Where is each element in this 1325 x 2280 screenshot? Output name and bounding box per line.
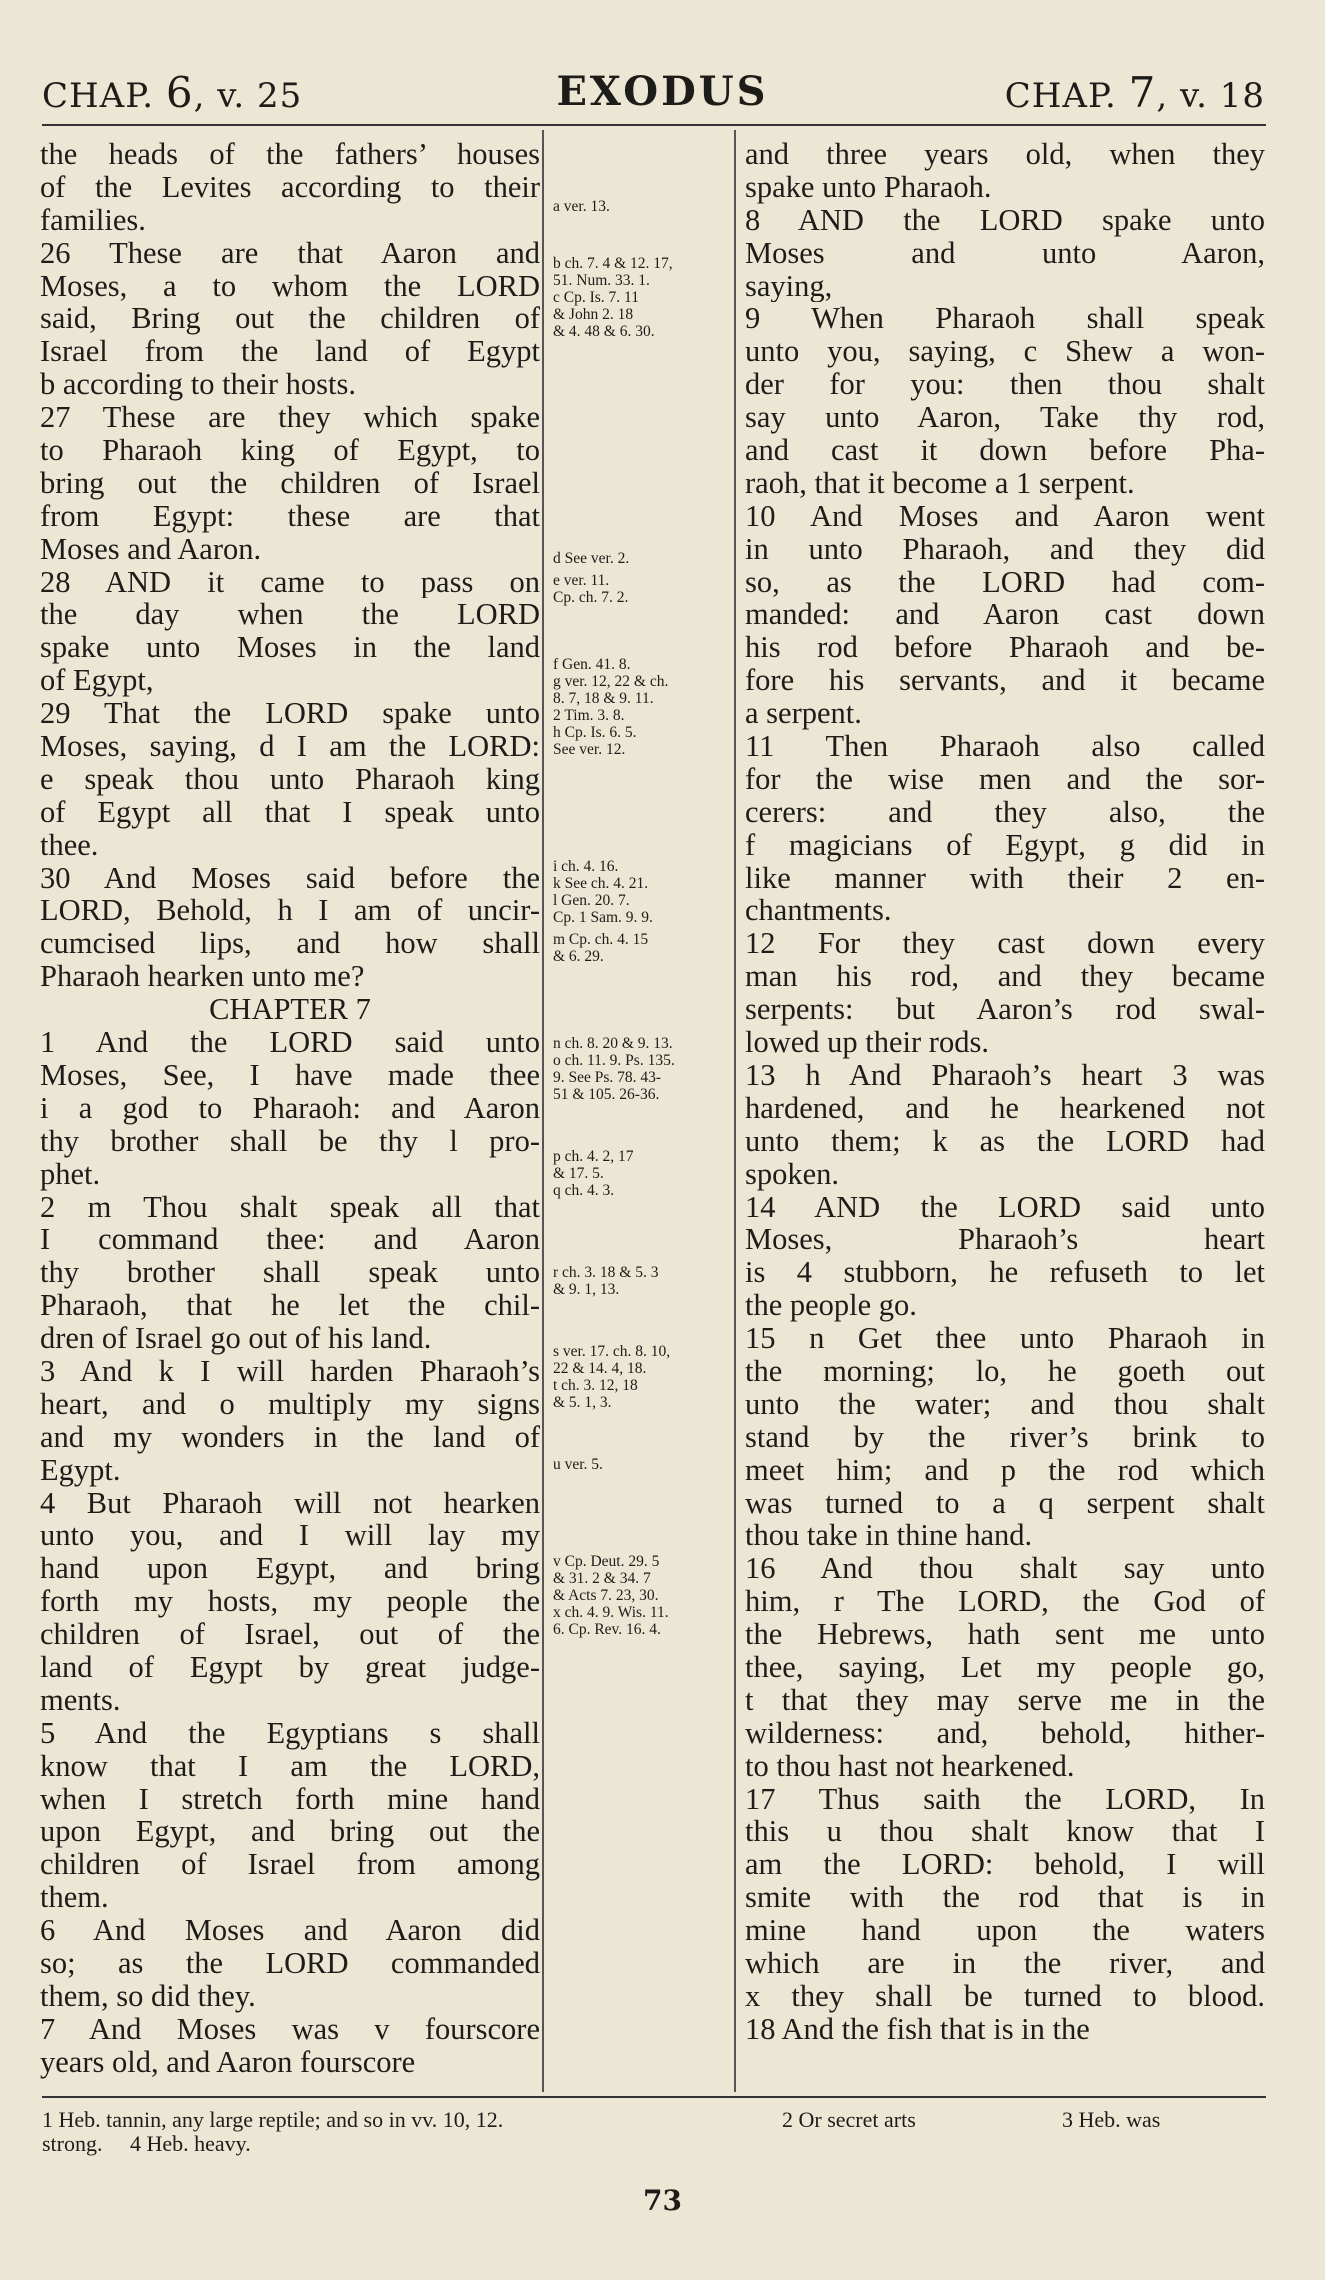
text-line: this u thou shalt know that I xyxy=(745,1815,1265,1849)
text-line: when I stretch forth mine hand xyxy=(40,1782,540,1816)
text-line: 26 These are that Aaron and xyxy=(40,236,540,270)
text-line: 15 n Get thee unto Pharaoh in xyxy=(745,1322,1265,1355)
cross-reference: 22 & 14. 4, 18. xyxy=(553,1360,647,1377)
cross-reference: & 5. 1, 3. xyxy=(553,1394,612,1411)
text-line: 13 h And Pharaoh’s heart 3 was xyxy=(745,1058,1265,1092)
text-line: Egypt. xyxy=(40,1453,121,1487)
text-line: 2 m Thou shalt speak all that xyxy=(40,1190,540,1224)
footnote-3-continued: strong. xyxy=(42,2131,103,2156)
cross-reference: u ver. 5. xyxy=(553,1456,603,1473)
cross-reference: q ch. 4. 3. xyxy=(553,1182,615,1199)
cross-reference: m Cp. ch. 4. 15 xyxy=(553,931,649,948)
text-line: say unto Aaron, Take thy rod, xyxy=(745,401,1265,435)
text-line: der for you: then thou shalt xyxy=(745,368,1265,402)
text-line: and cast it down before Pha- xyxy=(745,434,1265,467)
cross-reference: 51. Num. 33. 1. xyxy=(553,272,650,289)
cross-reference: & 6. 29. xyxy=(553,948,604,965)
text-line: serpents: but Aaron’s rod swal- xyxy=(745,993,1265,1027)
text-line: unto the water; and thou shalt xyxy=(745,1387,1265,1421)
cross-reference-column xyxy=(553,138,731,1638)
header-right-reference: CHAP. 7, v. 18 xyxy=(1004,68,1265,117)
text-line: 29 That the LORD spake unto xyxy=(40,697,540,731)
running-header xyxy=(0,0,1325,135)
cross-reference: 8. 7, 18 & 9. 11. xyxy=(553,690,654,707)
cross-reference: r ch. 3. 18 & 5. 3 xyxy=(553,1264,659,1281)
text-line: Moses, See, I have made thee xyxy=(40,1058,540,1092)
text-line: children of Israel, out of the xyxy=(40,1618,540,1651)
text-line: man his rod, and they became xyxy=(745,960,1265,994)
text-line: 9 When Pharaoh shall speak xyxy=(745,302,1265,336)
text-line: the Hebrews, hath sent me unto xyxy=(745,1618,1265,1651)
text-line: thee, saying, Let my people go, xyxy=(745,1650,1265,1684)
footnote-2: 2 Or secret arts xyxy=(782,2107,916,2132)
text-line: was turned to a q serpent shalt xyxy=(745,1486,1265,1520)
text-line: I command thee: and Aaron xyxy=(40,1223,540,1257)
text-line: e speak thou unto Pharaoh king xyxy=(40,762,540,796)
text-line: unto them; k as the LORD had xyxy=(745,1124,1265,1158)
text-line: like manner with their 2 en- xyxy=(745,861,1265,895)
text-line: t that they may serve me in the xyxy=(745,1683,1265,1717)
footnote-3: 3 Heb. was xyxy=(1062,2107,1161,2132)
text-line: ments. xyxy=(40,1683,121,1717)
text-line: 11 Then Pharaoh also called xyxy=(745,730,1265,763)
cross-reference: g ver. 12, 22 & ch. xyxy=(553,673,669,690)
text-line: to Pharaoh king of Egypt, to xyxy=(40,434,540,467)
text-line: the day when the LORD xyxy=(40,598,540,632)
text-line: Pharaoh hearken unto me? xyxy=(40,960,365,994)
text-line: them, so did they. xyxy=(40,1979,256,2013)
text-line: meet him; and p the rod which xyxy=(745,1453,1265,1487)
cross-reference: l Gen. 20. 7. xyxy=(553,892,630,909)
cross-reference: o ch. 11. 9. Ps. 135. xyxy=(553,1052,675,1069)
text-line: 10 And Moses and Aaron went xyxy=(745,499,1265,533)
cross-reference: a ver. 13. xyxy=(553,198,610,215)
text-line: 28 AND it came to pass on xyxy=(40,565,540,599)
text-line: fore his servants, and it became xyxy=(745,664,1265,698)
footnote-1: 1 Heb. tannin, any large reptile; and so in vv. 10, 12. xyxy=(42,2107,504,2132)
text-line: Pharaoh, that he let the chil- xyxy=(40,1289,540,1323)
cross-reference: n ch. 8. 20 & 9. 13. xyxy=(553,1035,673,1052)
text-line: CHAPTER 7 xyxy=(209,993,371,1027)
text-line: the morning; lo, he goeth out xyxy=(745,1354,1265,1388)
text-line: wilderness: and, behold, hither- xyxy=(745,1716,1265,1750)
cross-reference: i ch. 4. 16. xyxy=(553,858,619,875)
text-line: 12 For they cast down every xyxy=(745,927,1265,961)
text-line: am the LORD: behold, I will xyxy=(745,1848,1265,1882)
text-line: 6 And Moses and Aaron did xyxy=(40,1914,540,1947)
text-line: 17 Thus saith the LORD, In xyxy=(745,1782,1265,1816)
text-line: Moses, saying, d I am the LORD: xyxy=(40,730,540,763)
text-line: unto you, and I will lay my xyxy=(40,1519,540,1553)
text-line: 3 And k I will harden Pharaoh’s xyxy=(40,1354,540,1388)
text-line: smite with the rod that is in xyxy=(745,1881,1265,1915)
text-line: unto you, saying, c Shew a won- xyxy=(745,335,1265,369)
cross-reference: 2 Tim. 3. 8. xyxy=(553,707,625,724)
cross-reference: c Cp. Is. 7. 11 xyxy=(553,289,639,306)
cross-reference: Cp. ch. 7. 2. xyxy=(553,589,629,606)
cross-reference: & Acts 7. 23, 30. xyxy=(553,1587,659,1604)
text-line: hand upon Egypt, and bring xyxy=(40,1552,540,1586)
cross-reference: b ch. 7. 4 & 12. 17, xyxy=(553,255,673,272)
text-line: manded: and Aaron cast down xyxy=(745,598,1265,632)
text-line: cumcised lips, and how shall xyxy=(40,927,540,961)
header-left-reference: CHAP. 6, v. 25 xyxy=(42,68,303,117)
text-line: 16 And thou shalt say unto xyxy=(745,1552,1265,1586)
cross-reference: & 17. 5. xyxy=(553,1165,604,1182)
text-line: 4 But Pharaoh will not hearken xyxy=(40,1486,540,1520)
text-line: them. xyxy=(40,1881,109,1915)
header-rule xyxy=(42,124,1266,126)
left-text-column xyxy=(40,138,540,2079)
cross-reference: 9. See Ps. 78. 43- xyxy=(553,1069,662,1086)
text-line: his rod before Pharaoh and be- xyxy=(745,631,1265,665)
text-line: spoken. xyxy=(745,1157,840,1191)
text-line: thy brother shall speak unto xyxy=(40,1256,540,1290)
text-line: spake unto Pharaoh. xyxy=(745,170,992,204)
cross-reference: x ch. 4. 9. Wis. 11. xyxy=(553,1604,669,1621)
right-text-column xyxy=(745,138,1265,2046)
text-line: raoh, that it become a 1 serpent. xyxy=(745,466,1135,500)
text-line: b according to their hosts. xyxy=(40,368,356,402)
text-line: know that I am the LORD, xyxy=(40,1749,540,1783)
text-line: i a god to Pharaoh: and Aaron xyxy=(40,1091,540,1125)
cross-reference: k See ch. 4. 21. xyxy=(553,875,649,892)
text-line: Moses and unto Aaron, xyxy=(745,236,1265,270)
text-line: 8 AND the LORD spake unto xyxy=(745,203,1265,237)
text-line: so; as the LORD commanded xyxy=(40,1946,540,1980)
cross-reference: Cp. 1 Sam. 9. 9. xyxy=(553,909,653,926)
text-line: hardened, and he hearkened not xyxy=(745,1091,1265,1125)
footnote-4: 4 Heb. heavy. xyxy=(130,2131,251,2156)
cross-reference: s ver. 17. ch. 8. 10, xyxy=(553,1343,671,1360)
text-line: 5 And the Egyptians s shall xyxy=(40,1716,540,1750)
text-line: to thou hast not hearkened. xyxy=(745,1749,1075,1783)
text-line: thy brother shall be thy l pro- xyxy=(40,1124,540,1158)
cross-reference: d See ver. 2. xyxy=(553,550,630,567)
text-line: 30 And Moses said before the xyxy=(40,861,540,895)
cross-reference: t ch. 3. 12, 18 xyxy=(553,1377,638,1394)
cross-reference: e ver. 11. xyxy=(553,572,610,589)
text-line: LORD, Behold, h I am of uncir- xyxy=(40,894,540,928)
page-number: 73 xyxy=(643,2184,682,2217)
text-line: of the Levites according to their xyxy=(40,170,540,204)
text-line: Israel from the land of Egypt xyxy=(40,335,540,369)
text-line: from Egypt: these are that xyxy=(40,499,540,533)
cross-reference: 51 & 105. 26-36. xyxy=(553,1086,660,1103)
cross-reference: & 9. 1, 13. xyxy=(553,1281,620,1298)
text-line: thee. xyxy=(40,828,99,862)
text-line: 27 These are they which spake xyxy=(40,401,540,435)
text-line: lowed up their rods. xyxy=(745,1026,989,1059)
text-line: spake unto Moses in the land xyxy=(40,631,540,665)
text-line: Moses, a to whom the LORD xyxy=(40,269,540,303)
column-divider-left xyxy=(542,130,544,2092)
text-line: and my wonders in the land of xyxy=(40,1420,540,1454)
text-line: the people go. xyxy=(745,1289,917,1323)
text-line: for the wise men and the sor- xyxy=(745,762,1265,796)
text-line: years old, and Aaron fourscore xyxy=(40,2045,416,2079)
text-line: 7 And Moses was v fourscore xyxy=(40,2012,540,2046)
text-line: cerers: and they also, the xyxy=(745,795,1265,829)
cross-reference: v Cp. Deut. 29. 5 xyxy=(553,1553,660,1570)
text-line: so, as the LORD had com- xyxy=(745,565,1265,599)
text-line: bring out the children of Israel xyxy=(40,466,540,500)
cross-reference: & 4. 48 & 6. 30. xyxy=(553,323,655,340)
cross-reference: f Gen. 41. 8. xyxy=(553,656,631,673)
text-line: him, r The LORD, the God of xyxy=(745,1585,1265,1619)
text-line: and three years old, when they xyxy=(745,138,1265,171)
text-line: the heads of the fathers’ houses xyxy=(40,138,540,171)
text-line: heart, and o multiply my signs xyxy=(40,1387,540,1421)
text-line: land of Egypt by great judge- xyxy=(40,1650,540,1684)
text-line: dren of Israel go out of his land. xyxy=(40,1322,432,1355)
footnote-rule xyxy=(42,2096,1266,2098)
text-line: saying, xyxy=(745,269,833,303)
text-line: of Egypt all that I speak unto xyxy=(40,795,540,829)
text-line: chantments. xyxy=(745,894,892,928)
book-title: EXODUS xyxy=(556,68,769,115)
footnotes xyxy=(42,2108,1266,2156)
text-line: Moses and Aaron. xyxy=(40,532,262,566)
text-line: stand by the river’s brink to xyxy=(745,1420,1265,1454)
cross-reference: h Cp. Is. 6. 5. xyxy=(553,724,637,741)
text-line: a serpent. xyxy=(745,697,862,731)
text-line: thou take in thine hand. xyxy=(745,1519,1033,1553)
text-line: f magicians of Egypt, g did in xyxy=(745,828,1265,862)
text-line: children of Israel from among xyxy=(40,1848,540,1882)
text-line: phet. xyxy=(40,1157,101,1191)
text-line: said, Bring out the children of xyxy=(40,302,540,336)
text-line: families. xyxy=(40,203,146,237)
text-line: 1 And the LORD said unto xyxy=(40,1026,540,1059)
text-line: Moses, Pharaoh’s heart xyxy=(745,1223,1265,1257)
cross-reference: See ver. 12. xyxy=(553,741,626,758)
text-line: of Egypt, xyxy=(40,664,154,698)
text-line: 18 And the fish that is in the xyxy=(745,2012,1090,2046)
cross-reference: 6. Cp. Rev. 16. 4. xyxy=(553,1621,661,1638)
text-line: 14 AND the LORD said unto xyxy=(745,1190,1265,1224)
cross-reference: p ch. 4. 2, 17 xyxy=(553,1148,634,1165)
column-divider-right xyxy=(734,130,736,2092)
text-line: is 4 stubborn, he refuseth to let xyxy=(745,1256,1265,1290)
text-line: x they shall be turned to blood. xyxy=(745,1979,1265,2013)
text-line: upon Egypt, and bring out the xyxy=(40,1815,540,1849)
cross-reference: & John 2. 18 xyxy=(553,306,634,323)
text-line: in unto Pharaoh, and they did xyxy=(745,532,1265,566)
text-line: which are in the river, and xyxy=(745,1946,1265,1980)
cross-reference: & 31. 2 & 34. 7 xyxy=(553,1570,651,1587)
text-line: mine hand upon the waters xyxy=(745,1914,1265,1947)
text-line: forth my hosts, my people the xyxy=(40,1585,540,1619)
